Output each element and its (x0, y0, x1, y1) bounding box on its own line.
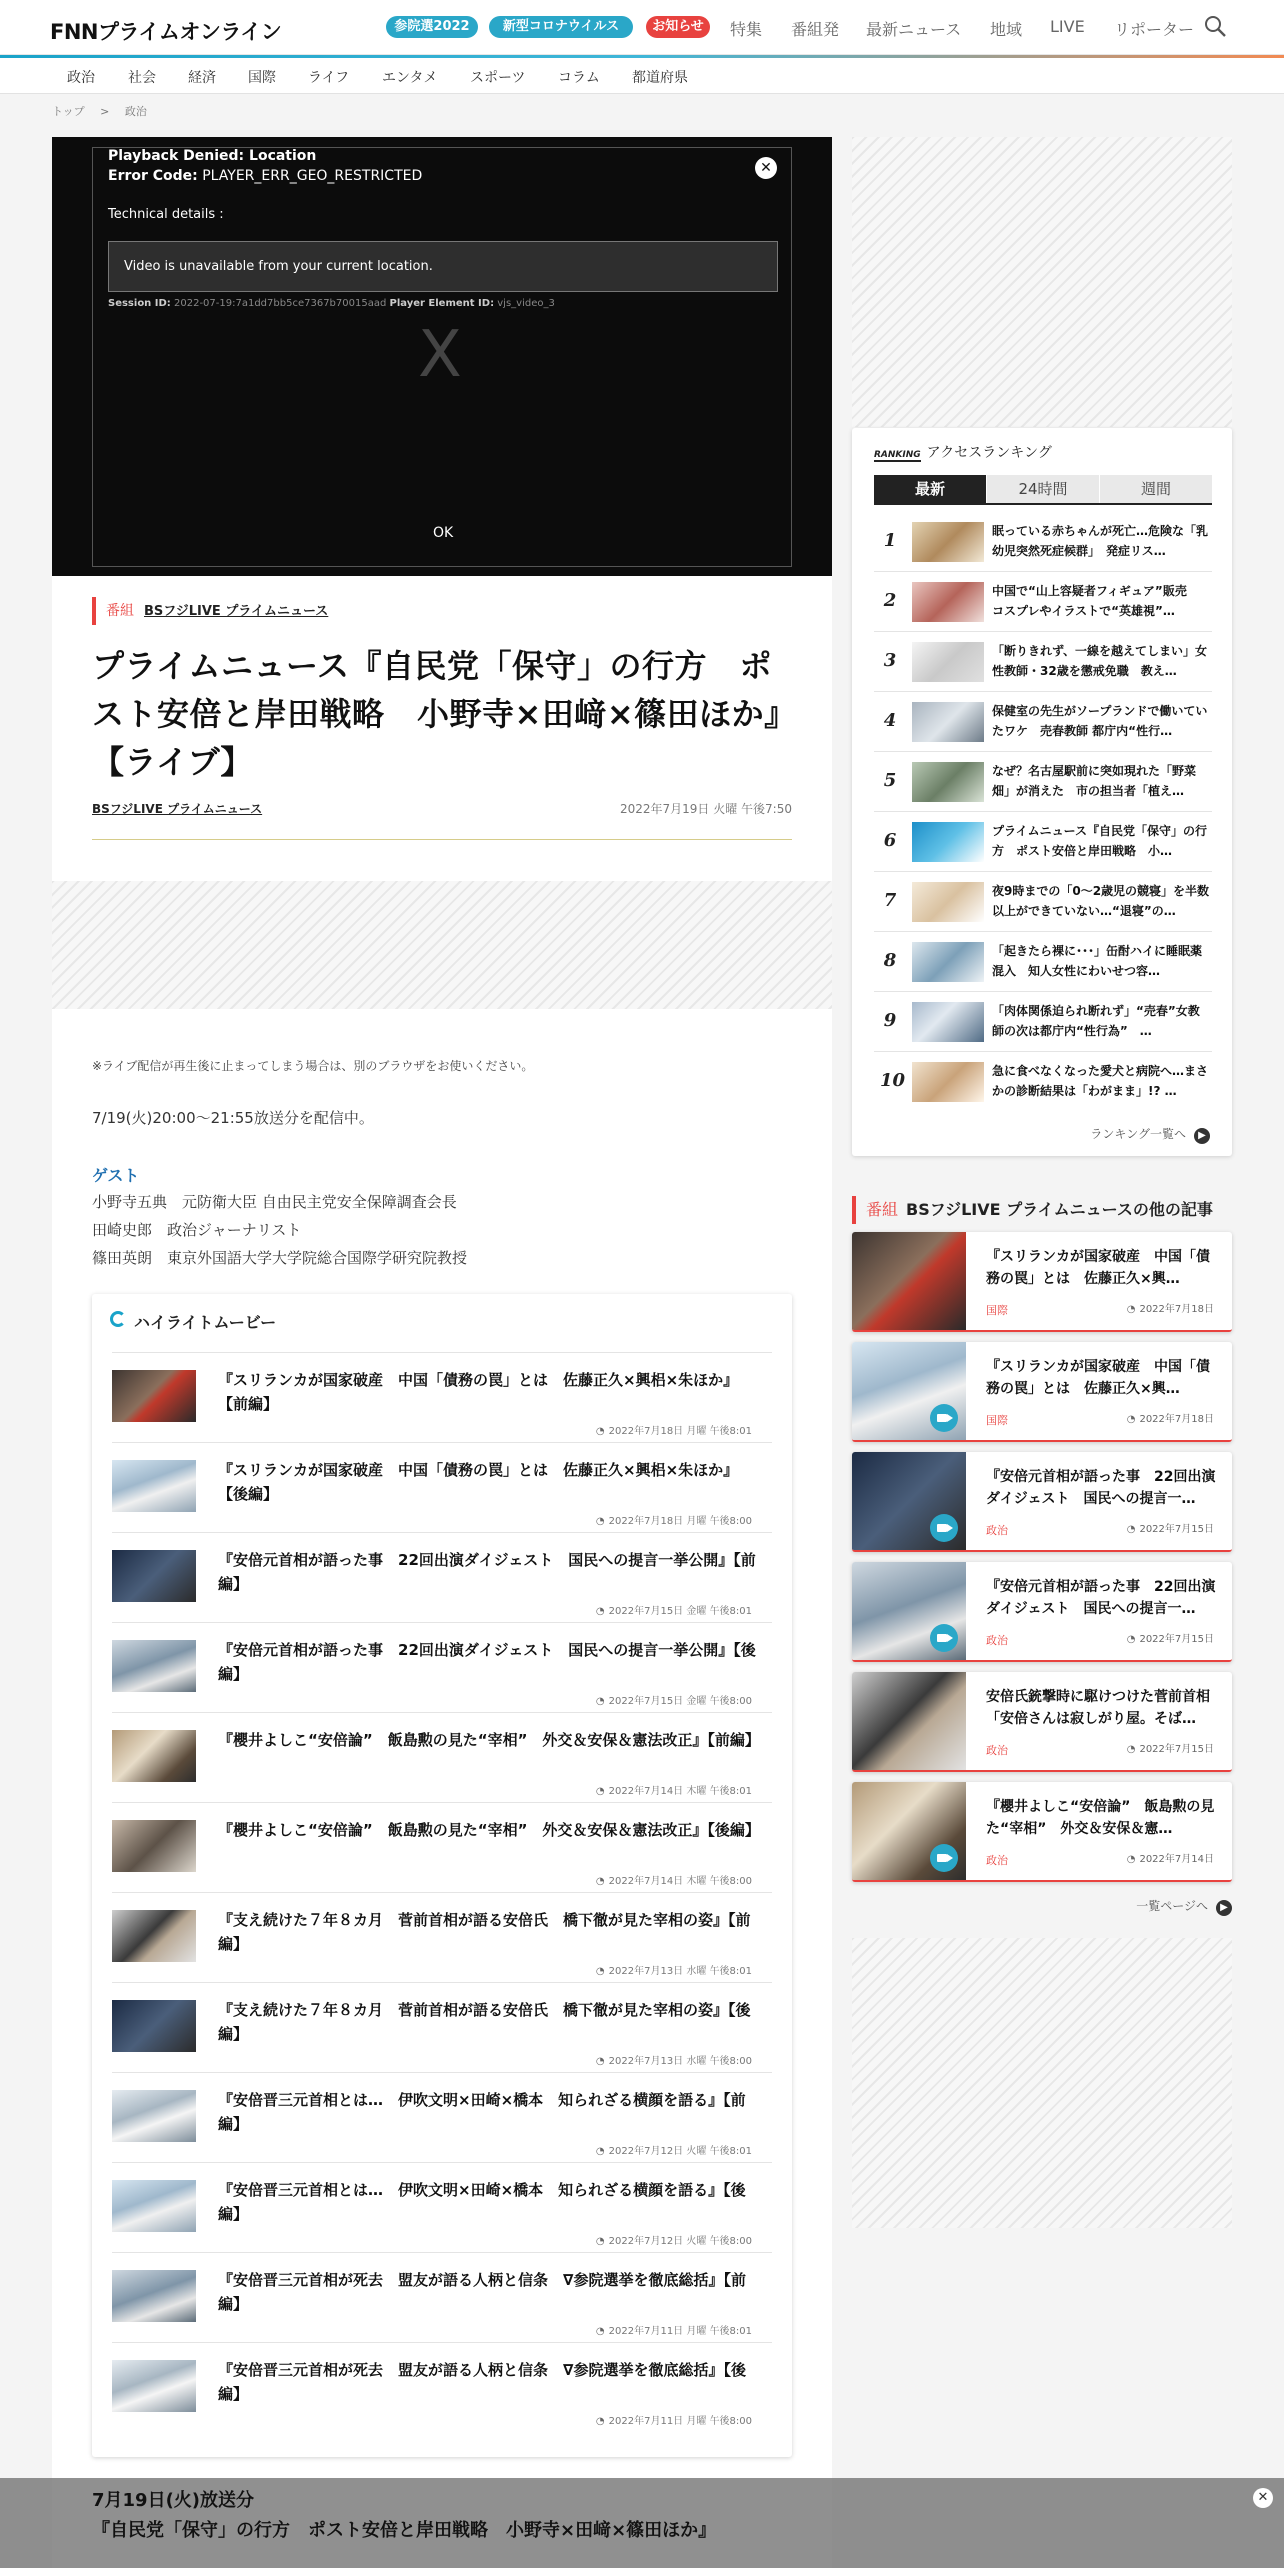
ok-button[interactable]: OK (433, 525, 454, 541)
site-logo[interactable]: FNNプライムオンライン (50, 20, 282, 44)
article-title: プライムニュース『自民党「保守」の行方 ポスト安倍と岸田戦略 小野寺×田﨑×篠田ほか』【ライブ】 (92, 647, 781, 781)
card-date: ◔ 2022年7月15日 (1127, 1740, 1214, 1755)
live-note: ※ライブ配信が再生後に止まってしまう場合は、別のブラウザをお使いください。 (92, 1059, 534, 1073)
ranking-tabs (874, 475, 1212, 505)
card-thumbnail (852, 1232, 966, 1330)
video-title[interactable]: 『スリランカが国家破産 中国「債務の罠」とは 佐藤正久×興梠×朱ほか』【前編】 (218, 1371, 739, 1413)
guest-line: 篠田英朗 東京外国語大学大学院総合国際学研究院教授 (92, 1249, 468, 1267)
rank-number: 8 (883, 950, 897, 971)
other-article-card[interactable] (852, 1452, 1232, 1552)
element-label: Player Element ID: (389, 298, 495, 309)
ranking-item[interactable] (874, 932, 1212, 992)
ranking-item[interactable] (874, 632, 1212, 692)
other-title: BSフジLIVE プライムニュースの他の記事 (906, 1200, 1213, 1219)
rank-number: 4 (883, 710, 897, 731)
nav-live[interactable]: LIVE (1050, 17, 1085, 36)
video-date: ◔ 2022年7月12日 火曜 午後8:00 (596, 2232, 752, 2247)
video-camera-icon (930, 1514, 958, 1542)
ranking-item[interactable] (874, 692, 1212, 752)
other-article-card[interactable] (852, 1782, 1232, 1882)
video-title[interactable]: 『安倍晋三元首相が死去 盟友が語る人柄と信条 ∇参院選挙を徹底総括』【後編】 (218, 2361, 746, 2403)
playback-denied-text: Playback Denied: Location (108, 148, 317, 164)
card-title[interactable]: 『スリランカが国家破産 中国「債務の罠」とは 佐藤正久×興… (986, 1249, 1210, 1287)
video-player[interactable] (52, 137, 832, 576)
video-title[interactable]: 『安倍晋三元首相が死去 盟友が語る人柄と信条 ∇参院選挙を徹底総括』【前編】 (218, 2271, 746, 2313)
ranking-thumbnail (912, 882, 984, 922)
cat-column[interactable]: コラム (558, 70, 600, 86)
nav-region[interactable]: 地域 (990, 20, 1023, 39)
ranking-text[interactable]: 眠っている赤ちゃんが死亡…危険な「乳幼児突然死症候群」 発症リス… (992, 524, 1209, 558)
video-item[interactable] (112, 1982, 772, 2072)
video-thumbnail (112, 2180, 196, 2232)
ranking-item[interactable] (874, 752, 1212, 812)
airtime-text: 7/19(火)20:00～21:55放送分を配信中。 (92, 1109, 374, 1127)
breadcrumb-politics[interactable]: 政治 (124, 105, 147, 118)
unavailable-message: Video is unavailable from your current location. (108, 241, 778, 292)
card-date: ◔ 2022年7月18日 (1127, 1410, 1214, 1425)
ranking-thumbnail (912, 522, 984, 562)
video-date: ◔ 2022年7月13日 水曜 午後8:00 (596, 2052, 752, 2067)
video-thumbnail (112, 1910, 196, 1962)
byline-source[interactable]: BSフジLIVE プライムニュース (92, 802, 263, 816)
video-thumbnail (112, 1640, 196, 1692)
tab-24h[interactable]: 24時間 (987, 475, 1099, 503)
pill-covid[interactable]: 新型コロナウイルス (489, 16, 633, 38)
breadcrumb (52, 103, 159, 119)
category-nav (0, 58, 1284, 94)
rank-number: 1 (883, 530, 897, 551)
highlight-movies (92, 1294, 792, 2457)
cat-society[interactable]: 社会 (128, 70, 156, 86)
rank-number: 2 (883, 590, 897, 611)
close-icon[interactable]: ✕ (755, 157, 777, 179)
ranking-text[interactable]: 夜9時までの「0～2歳児の競寝」を半数以上ができていない…“退寝”の… (992, 884, 1210, 918)
error-code-value: PLAYER_ERR_GEO_RESTRICTED (202, 168, 423, 184)
video-thumbnail (112, 1370, 196, 1422)
main-article (52, 137, 832, 2568)
guest-line: 小野寺五典 元防衛大臣 自由民主党安全保障調査会長 (92, 1193, 457, 1211)
guest-heading: ゲスト (92, 1166, 140, 1185)
other-article-card[interactable] (852, 1232, 1232, 1332)
video-date: ◔ 2022年7月18日 月曜 午後8:00 (596, 1512, 752, 1527)
breadcrumb-top[interactable]: トップ (52, 105, 85, 118)
rank-number: 7 (883, 890, 897, 911)
card-category: 政治 (986, 1744, 1008, 1757)
video-date: ◔ 2022年7月13日 水曜 午後8:01 (596, 1962, 752, 1977)
guest-line: 田崎史郎 政治ジャーナリスト (92, 1221, 302, 1239)
ranking-text[interactable]: 「起きたら裸に･･･」缶酎ハイに睡眠薬混入 知人女性にわいせつ容… (992, 944, 1203, 978)
ranking-item[interactable] (874, 992, 1212, 1052)
ranking-thumbnail (912, 1002, 984, 1042)
video-item[interactable] (112, 1352, 772, 1442)
video-title[interactable]: 『櫻井よしこ“安倍論” 飯島勲の見た“宰相” 外交＆安保＆憲法改正』【後編】 (218, 1821, 760, 1839)
ranking-item[interactable] (874, 1052, 1212, 1112)
video-item[interactable] (112, 2162, 772, 2252)
ranking-text[interactable]: プライムニュース『自民党「保守」の行方 ポスト安倍と岸田戦略 小… (992, 824, 1208, 858)
ranking-item[interactable] (874, 872, 1212, 932)
ranking-text[interactable]: なぜ？名古屋駅前に突如現れた「野菜畑」が消えた 市の担当者「植え… (992, 764, 1197, 798)
card-title[interactable]: 『櫻井よしこ“安倍論” 飯島勲の見た“宰相” 外交＆安保＆憲… (986, 1799, 1215, 1837)
video-date: ◔ 2022年7月14日 木曜 午後8:00 (596, 1872, 752, 1887)
video-thumbnail (112, 1460, 196, 1512)
card-title[interactable]: 『スリランカが国家破産 中国「債務の罠」とは 佐藤正久×興… (986, 1359, 1210, 1397)
ranking-text[interactable]: 保健室の先生がソープランドで働いていたワケ 売春教師 都庁内“性行… (992, 704, 1208, 738)
sidebar-ad-top (852, 137, 1232, 427)
pill-election[interactable]: 参院選2022 (386, 16, 478, 38)
breadcrumb-sep: > (100, 105, 110, 118)
ranking-text[interactable]: 急に食べなくなった愛犬と病院へ…まさかの診断結果は「わがまま」!? … (992, 1064, 1209, 1098)
ranking-more-link[interactable]: ランキング一覧へ ▶ (1090, 1125, 1210, 1144)
video-item[interactable] (112, 1442, 772, 1532)
session-label: Session ID: (108, 298, 171, 309)
ranking-thumbnail (912, 942, 984, 982)
cat-international[interactable]: 国際 (248, 70, 276, 86)
ranking-thumbnail (912, 822, 984, 862)
video-title[interactable]: 『櫻井よしこ“安倍論” 飯島勲の見た“宰相” 外交＆安保＆憲法改正』【前編】 (218, 1731, 760, 1749)
tab-weekly[interactable]: 週間 (1100, 475, 1212, 503)
card-date: ◔ 2022年7月15日 (1127, 1630, 1214, 1645)
video-date: ◔ 2022年7月15日 金曜 午後8:01 (596, 1602, 752, 1617)
search-icon[interactable] (1203, 14, 1227, 38)
other-label: 番組 (866, 1200, 899, 1219)
video-camera-icon (930, 1844, 958, 1872)
card-date: ◔ 2022年7月14日 (1127, 1850, 1214, 1865)
banner-title[interactable]: 『自民党「保守」の行方 ポスト安倍と岸田戦略 小野寺×田﨑×篠田ほか』 (92, 2520, 717, 2541)
cat-politics[interactable]: 政治 (67, 70, 95, 86)
ranking-title: アクセスランキング (926, 445, 1052, 461)
video-thumbnail (112, 1820, 196, 1872)
video-date: ◔ 2022年7月12日 火曜 午後8:01 (596, 2142, 752, 2157)
other-article-card[interactable] (852, 1562, 1232, 1662)
ranking-thumbnail (912, 642, 984, 682)
video-date: ◔ 2022年7月11日 月曜 午後8:01 (596, 2322, 752, 2337)
byline-date: 2022年7月19日 火曜 午後7:50 (619, 802, 792, 816)
video-camera-icon (930, 1404, 958, 1432)
ranking-thumbnail (912, 702, 984, 742)
card-category: 政治 (986, 1854, 1008, 1867)
video-title[interactable]: 『安倍元首相が語った事 22回出演ダイジェスト 国民への提言一挙公開』【前編】 (218, 1551, 756, 1593)
ranking-thumbnail (912, 582, 984, 622)
other-article-card[interactable] (852, 1672, 1232, 1772)
session-id: 2022-07-19:7a1dd7bb5ce7367b70015aad (174, 298, 387, 309)
video-title[interactable]: 『安倍晋三元首相とは… 伊吹文明×田崎×橋本 知られざる横顔を語る』【後編】 (218, 2181, 746, 2223)
ad-placeholder (52, 881, 832, 1009)
video-item[interactable] (112, 1712, 772, 1802)
video-date: ◔ 2022年7月18日 月曜 午後8:01 (596, 1422, 752, 1437)
video-thumbnail (112, 2000, 196, 2052)
card-title[interactable]: 安倍氏銃撃時に駆けつけた菅前首相「安倍さんは寂しがり屋。そば… (986, 1689, 1210, 1727)
video-date: ◔ 2022年7月14日 木曜 午後8:01 (596, 1782, 752, 1797)
video-item[interactable] (112, 2072, 772, 2162)
card-category: 政治 (986, 1524, 1008, 1537)
tab-latest[interactable]: 最新 (874, 475, 986, 503)
nav-reporter[interactable]: リポーター (1114, 20, 1195, 39)
nav-feature[interactable]: 特集 (730, 20, 763, 39)
cat-prefectures[interactable]: 都道府県 (632, 70, 688, 86)
card-category: 政治 (986, 1634, 1008, 1647)
sidebar-ad-bottom (852, 1938, 1232, 2228)
video-camera-icon (930, 1624, 958, 1652)
video-thumbnail (112, 2270, 196, 2322)
video-item[interactable] (112, 1532, 772, 1622)
card-date: ◔ 2022年7月15日 (1127, 1520, 1214, 1535)
player-error-dialog (92, 147, 792, 567)
arrow-right-icon: ▶ (1194, 1128, 1210, 1144)
highlight-heading: ハイライトムービー (112, 1310, 276, 1333)
rank-number: 5 (883, 770, 897, 791)
video-thumbnail (112, 2090, 196, 2142)
video-title[interactable]: 『安倍元首相が語った事 22回出演ダイジェスト 国民への提言一挙公開』【後編】 (218, 1641, 756, 1683)
other-articles-heading (852, 1196, 1213, 1224)
video-title[interactable]: 『支え続けた７年８カ月 菅前首相が語る安倍氏 橋下徹が見た宰相の姿』【後編】 (218, 2001, 751, 2043)
video-thumbnail (112, 2360, 196, 2412)
video-thumbnail (112, 1730, 196, 1782)
close-icon[interactable]: ✕ (1253, 2488, 1273, 2508)
refresh-icon (110, 1311, 126, 1327)
error-x-icon: X (418, 318, 462, 392)
rank-number: 3 (883, 650, 897, 671)
cat-sports[interactable]: スポーツ (470, 70, 526, 86)
rank-number: 9 (883, 1010, 897, 1031)
other-article-card[interactable] (852, 1342, 1232, 1442)
element-id: vjs_video_3 (497, 298, 555, 309)
other-more-link[interactable]: 一覧ページへ ▶ (1136, 1897, 1232, 1916)
video-item[interactable] (112, 1622, 772, 1712)
video-thumbnail (112, 1550, 196, 1602)
ranking-item[interactable] (874, 512, 1212, 572)
error-code-line (108, 168, 422, 184)
banner-date: 7月19日(火)放送分 (92, 2490, 255, 2511)
video-item[interactable] (112, 2342, 772, 2432)
ranking-heading (874, 442, 1052, 462)
ranking-text[interactable]: 「肉体関係迫られ断れず」“売春”女教師の次は都庁内“性行為” … (992, 1004, 1200, 1038)
ranking-item[interactable] (874, 812, 1212, 872)
card-title[interactable]: 『安倍元首相が語った事 22回出演ダイジェスト 国民への提言一… (986, 1469, 1216, 1507)
card-date: ◔ 2022年7月18日 (1127, 1300, 1214, 1315)
ranking-thumbnail (912, 762, 984, 802)
nav-latest[interactable]: 最新ニュース (866, 20, 962, 39)
cat-life[interactable]: ライフ (308, 70, 350, 86)
video-title[interactable]: 『安倍晋三元首相とは… 伊吹文明×田崎×橋本 知られざる横顔を語る』【前編】 (218, 2091, 746, 2133)
video-item[interactable] (112, 1892, 772, 1982)
cat-economy[interactable]: 経済 (188, 70, 216, 86)
ranking-thumbnail (912, 1062, 984, 1102)
card-category: 国際 (986, 1304, 1008, 1317)
site-header (0, 0, 1284, 56)
card-title[interactable]: 『安倍元首相が語った事 22回出演ダイジェスト 国民への提言一… (986, 1579, 1216, 1617)
error-code-label: Error Code: (108, 168, 198, 184)
rank-number: 6 (883, 830, 897, 851)
video-item[interactable] (112, 1802, 772, 1892)
cat-entertainment[interactable]: エンタメ (382, 70, 438, 86)
ranking-badge: RANKING (874, 450, 921, 460)
tech-details-label: Technical details : (108, 207, 224, 222)
video-title[interactable]: 『スリランカが国家破産 中国「債務の罠」とは 佐藤正久×興梠×朱ほか』【後編】 (218, 1461, 739, 1503)
rank-number: 10 (880, 1070, 906, 1091)
access-ranking (852, 428, 1232, 1156)
sticky-bottom-banner[interactable] (0, 2478, 1284, 2568)
ranking-text[interactable]: 中国で“山上容疑者フィギュア”販売 コスプレやイラストで“英雄視”… (992, 584, 1199, 618)
card-category: 国際 (986, 1414, 1008, 1427)
session-info (108, 298, 555, 309)
program-tag (92, 597, 328, 625)
video-date: ◔ 2022年7月11日 月曜 午後8:00 (596, 2412, 752, 2427)
video-date: ◔ 2022年7月15日 金曜 午後8:00 (596, 1692, 752, 1707)
ranking-item[interactable] (874, 572, 1212, 632)
byline (92, 800, 792, 840)
video-item[interactable] (112, 2252, 772, 2342)
program-link[interactable]: BSフジLIVE プライムニュース (144, 604, 329, 619)
program-label: 番組 (106, 603, 134, 619)
nav-program[interactable]: 番組発 (791, 20, 840, 39)
ranking-text[interactable]: 「断りきれず、一線を越えてしまい」女性教師・32歳を懲戒免職 教え… (992, 644, 1208, 678)
card-thumbnail (852, 1672, 966, 1770)
arrow-right-icon: ▶ (1216, 1900, 1232, 1916)
pill-notice[interactable]: お知らせ (646, 16, 710, 38)
video-title[interactable]: 『支え続けた７年８カ月 菅前首相が語る安倍氏 橋下徹が見た宰相の姿』【前編】 (218, 1911, 751, 1953)
